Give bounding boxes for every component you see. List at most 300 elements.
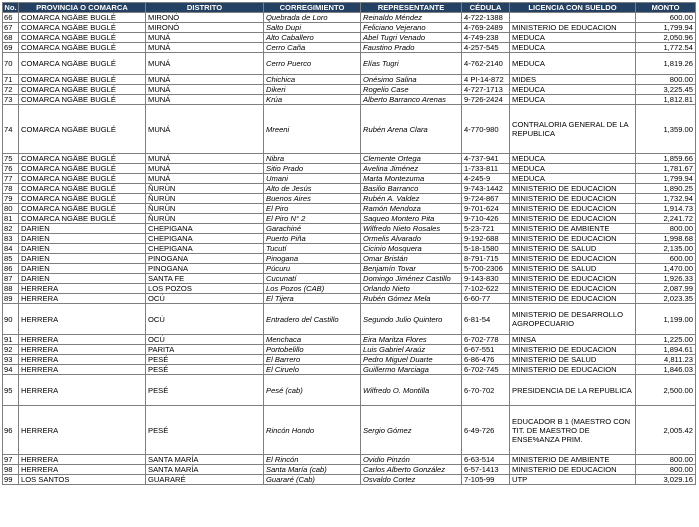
cell-distrito: OCÚ xyxy=(146,294,264,304)
cell-cedula: 4-722-1388 xyxy=(462,13,510,23)
cell-licencia: PRESIDENCIA DE LA REPUBLICA xyxy=(510,375,636,406)
table-header xyxy=(3,3,696,13)
cell-cedula: 6-70-702 xyxy=(462,375,510,406)
cell-provincia: COMARCA NGÄBE BUGLÉ xyxy=(19,105,146,154)
cell-provincia: COMARCA NGÄBE BUGLÉ xyxy=(19,164,146,174)
cell-monto: 1,894.61 xyxy=(636,345,696,355)
table-row xyxy=(3,264,696,274)
cell-licencia: MEDUCA xyxy=(510,43,636,53)
cell-monto: 3,029.16 xyxy=(636,475,696,485)
cell-corregimiento: Alto de Jesús xyxy=(264,184,361,194)
cell-no: 82 xyxy=(3,224,19,234)
cell-cedula: 5-23-721 xyxy=(462,224,510,234)
table-row xyxy=(3,254,696,264)
cell-corregimiento: Quebrada de Loro xyxy=(264,13,361,23)
cell-distrito: CHEPIGANA xyxy=(146,234,264,244)
cell-provincia: COMARCA NGÄBE BUGLÉ xyxy=(19,75,146,85)
cell-no: 99 xyxy=(3,475,19,485)
cell-representante: Cicinio Mosquera xyxy=(361,244,462,254)
cell-cedula: 6-702-745 xyxy=(462,365,510,375)
cell-licencia: MINISTERIO DE AMBIENTE xyxy=(510,224,636,234)
cell-licencia: MINISTERIO DE EDUCACION xyxy=(510,184,636,194)
table-row xyxy=(3,23,696,33)
cell-no: 96 xyxy=(3,406,19,455)
header-row xyxy=(3,3,696,13)
cell-provincia: LOS SANTOS xyxy=(19,475,146,485)
table-row xyxy=(3,33,696,43)
table-row xyxy=(3,284,696,294)
cell-no: 90 xyxy=(3,304,19,335)
cell-licencia: MINISTERIO DE EDUCACION xyxy=(510,234,636,244)
cell-distrito: MIRONÓ xyxy=(146,23,264,33)
cell-provincia: COMARCA NGÄBE BUGLÉ xyxy=(19,13,146,23)
cell-corregimiento: Tucutí xyxy=(264,244,361,254)
cell-no: 98 xyxy=(3,465,19,475)
table-row xyxy=(3,244,696,254)
cell-distrito: LOS POZOS xyxy=(146,284,264,294)
table-row xyxy=(3,194,696,204)
cell-cedula: 5-18-1580 xyxy=(462,244,510,254)
cell-licencia: MEDUCA xyxy=(510,33,636,43)
cell-monto: 1,470.00 xyxy=(636,264,696,274)
cell-provincia: HERRERA xyxy=(19,455,146,465)
cell-provincia: HERRERA xyxy=(19,345,146,355)
cell-distrito: SANTA MARÍA xyxy=(146,455,264,465)
cell-representante: Feliciano Vejerano xyxy=(361,23,462,33)
cell-monto: 600.00 xyxy=(636,13,696,23)
cell-cedula: 4-762-2140 xyxy=(462,53,510,75)
cell-corregimiento: Puerto Piña xyxy=(264,234,361,244)
cell-licencia: MINISTERIO DE AMBIENTE xyxy=(510,455,636,465)
cell-no: 76 xyxy=(3,164,19,174)
cell-corregimiento: Sitio Prado xyxy=(264,164,361,174)
cell-licencia xyxy=(510,13,636,23)
cell-distrito: CHEPIGANA xyxy=(146,224,264,234)
cell-no: 78 xyxy=(3,184,19,194)
cell-corregimiento: Umani xyxy=(264,174,361,184)
cell-cedula: 9-710-426 xyxy=(462,214,510,224)
cell-representante: Sergio Gómez xyxy=(361,406,462,455)
cell-corregimiento: Rincón Hondo xyxy=(264,406,361,455)
cell-cedula: 9-143-830 xyxy=(462,274,510,284)
cell-representante: Faustino Prado xyxy=(361,43,462,53)
cell-monto: 800.00 xyxy=(636,224,696,234)
cell-corregimiento: Santa María (cab) xyxy=(264,465,361,475)
cell-representante: Basilio Barranco xyxy=(361,184,462,194)
cell-provincia: DARIEN xyxy=(19,224,146,234)
table-row xyxy=(3,154,696,164)
cell-monto: 2,135.00 xyxy=(636,244,696,254)
table-row xyxy=(3,335,696,345)
table-row xyxy=(3,304,696,335)
cell-representante: Domingo Jiménez Castillo xyxy=(361,274,462,284)
cell-cedula: 6-81-54 xyxy=(462,304,510,335)
cell-monto: 1,926.33 xyxy=(636,274,696,284)
cell-representante: Rubén Arena Clara xyxy=(361,105,462,154)
cell-cedula: 6-57-1413 xyxy=(462,465,510,475)
cell-provincia: DARIEN xyxy=(19,234,146,244)
cell-distrito: MUNÁ xyxy=(146,85,264,95)
cell-distrito: MUNÁ xyxy=(146,53,264,75)
cell-licencia: MINISTERIO DE EDUCACION xyxy=(510,194,636,204)
cell-provincia: COMARCA NGÄBE BUGLÉ xyxy=(19,95,146,105)
cell-distrito: MUNÁ xyxy=(146,75,264,85)
cell-cedula: 8-791-715 xyxy=(462,254,510,264)
cell-provincia: HERRERA xyxy=(19,365,146,375)
table-row xyxy=(3,85,696,95)
cell-representante: Rogelio Case xyxy=(361,85,462,95)
cell-licencia: MINISTERIO DE EDUCACION xyxy=(510,345,636,355)
cell-monto: 1,998.68 xyxy=(636,234,696,244)
cell-no: 75 xyxy=(3,154,19,164)
cell-provincia: COMARCA NGÄBE BUGLÉ xyxy=(19,194,146,204)
table-body xyxy=(3,13,696,485)
cell-provincia: DARIEN xyxy=(19,244,146,254)
cell-licencia: MINISTERIO DE EDUCACION xyxy=(510,284,636,294)
cell-no: 80 xyxy=(3,204,19,214)
cell-provincia: COMARCA NGÄBE BUGLÉ xyxy=(19,85,146,95)
cell-provincia: DARIEN xyxy=(19,264,146,274)
cell-provincia: COMARCA NGÄBE BUGLÉ xyxy=(19,204,146,214)
cell-cedula: 4-769-2489 xyxy=(462,23,510,33)
cell-no: 93 xyxy=(3,355,19,365)
cell-representante: Alberto Barranco Arenas xyxy=(361,95,462,105)
cell-cedula: 4-770-980 xyxy=(462,105,510,154)
cell-distrito: MIRONÓ xyxy=(146,13,264,23)
cell-corregimiento: Los Pozos (CAB) xyxy=(264,284,361,294)
cell-representante: Clemente Ortega xyxy=(361,154,462,164)
cell-provincia: COMARCA NGÄBE BUGLÉ xyxy=(19,43,146,53)
cell-corregimiento: Dikeri xyxy=(264,85,361,95)
cell-cedula: 1-733-811 xyxy=(462,164,510,174)
cell-distrito: ÑURÜN xyxy=(146,204,264,214)
cell-monto: 2,500.00 xyxy=(636,375,696,406)
cell-monto: 1,772.54 xyxy=(636,43,696,53)
cell-no: 73 xyxy=(3,95,19,105)
cell-provincia: COMARCA NGÄBE BUGLÉ xyxy=(19,184,146,194)
cell-monto: 1,359.00 xyxy=(636,105,696,154)
cell-representante: Reinaldo Méndez xyxy=(361,13,462,23)
cell-monto: 1,914.73 xyxy=(636,204,696,214)
cell-distrito: MUNÁ xyxy=(146,164,264,174)
cell-distrito: SANTA FE xyxy=(146,274,264,284)
cell-licencia: MEDUCA xyxy=(510,164,636,174)
cell-monto: 2,241.72 xyxy=(636,214,696,224)
cell-provincia: HERRERA xyxy=(19,294,146,304)
cell-provincia: HERRERA xyxy=(19,284,146,294)
cell-distrito: GUARARÉ xyxy=(146,475,264,485)
cell-provincia: DARIEN xyxy=(19,254,146,264)
table-row xyxy=(3,294,696,304)
cell-cedula: 4-245-9 xyxy=(462,174,510,184)
cell-distrito: ÑURÜN xyxy=(146,194,264,204)
cell-licencia: MEDUCA xyxy=(510,95,636,105)
cell-cedula: 6-63-514 xyxy=(462,455,510,465)
cell-corregimiento: Krúa xyxy=(264,95,361,105)
cell-representante: Rubén A. Valdez xyxy=(361,194,462,204)
cell-distrito: PINOGANA xyxy=(146,254,264,264)
cell-cedula: 4-737-941 xyxy=(462,154,510,164)
cell-corregimiento: Cerro Caña xyxy=(264,43,361,53)
cell-corregimiento: Chichica xyxy=(264,75,361,85)
table-row xyxy=(3,475,696,485)
cell-cedula: 9-701-624 xyxy=(462,204,510,214)
cell-provincia: COMARCA NGÄBE BUGLÉ xyxy=(19,214,146,224)
cell-monto: 4,811.23 xyxy=(636,355,696,365)
cell-representante: Carlos Alberto González xyxy=(361,465,462,475)
cell-no: 70 xyxy=(3,53,19,75)
cell-cedula: 4-257-545 xyxy=(462,43,510,53)
cell-no: 89 xyxy=(3,294,19,304)
cell-cedula: 5-700-2306 xyxy=(462,264,510,274)
cell-representante: Luis Gabriel Araúz xyxy=(361,345,462,355)
cell-provincia: COMARCA NGÄBE BUGLÉ xyxy=(19,33,146,43)
cell-provincia: COMARCA NGÄBE BUGLÉ xyxy=(19,53,146,75)
table-row xyxy=(3,204,696,214)
cell-representante: Rubén Gómez Mela xyxy=(361,294,462,304)
cell-representante: Guillermo Marciaga xyxy=(361,365,462,375)
cell-monto: 1,799.94 xyxy=(636,23,696,33)
cell-cedula: 9-724-867 xyxy=(462,194,510,204)
cell-monto: 1,890.25 xyxy=(636,184,696,194)
cell-monto: 1,225.00 xyxy=(636,335,696,345)
header-no: No. xyxy=(4,3,17,12)
cell-distrito: MUNÁ xyxy=(146,95,264,105)
cell-no: 87 xyxy=(3,274,19,284)
cell-provincia: HERRERA xyxy=(19,355,146,365)
cell-monto: 600.00 xyxy=(636,254,696,264)
cell-licencia: MINISTERIO DE EDUCACION xyxy=(510,254,636,264)
cell-licencia: MINISTERIO DE EDUCACION xyxy=(510,204,636,214)
cell-monto: 1,819.26 xyxy=(636,53,696,75)
cell-licencia: MIDES xyxy=(510,75,636,85)
cell-licencia: MINISTERIO DE EDUCACION xyxy=(510,214,636,224)
cell-no: 94 xyxy=(3,365,19,375)
cell-representante: Marta Montezuma xyxy=(361,174,462,184)
header-monto: MONTO xyxy=(636,3,696,13)
cell-distrito: MUNÁ xyxy=(146,154,264,164)
cell-representante: Avelina Jiménez xyxy=(361,164,462,174)
cell-licencia: MINISTERIO DE SALUD xyxy=(510,244,636,254)
table-row xyxy=(3,406,696,455)
cell-cedula: 7-105-99 xyxy=(462,475,510,485)
cell-representante: Saqueo Montero Pita xyxy=(361,214,462,224)
cell-distrito: PESÉ xyxy=(146,355,264,365)
cell-corregimiento: Buenos Aires xyxy=(264,194,361,204)
cell-no: 68 xyxy=(3,33,19,43)
cell-cedula: 9-192-688 xyxy=(462,234,510,244)
cell-corregimiento: Pinogana xyxy=(264,254,361,264)
cell-cedula: 9-743-1442 xyxy=(462,184,510,194)
table-row xyxy=(3,355,696,365)
cell-corregimiento: Nibra xyxy=(264,154,361,164)
cell-corregimiento: Mreeni xyxy=(264,105,361,154)
table-row xyxy=(3,75,696,85)
cell-no: 88 xyxy=(3,284,19,294)
cell-corregimiento: El Tijera xyxy=(264,294,361,304)
cell-provincia: HERRERA xyxy=(19,304,146,335)
cell-provincia: HERRERA xyxy=(19,335,146,345)
cell-licencia: MINISTERIO DE EDUCACION xyxy=(510,274,636,284)
header-corregimiento: CORREGIMIENTO xyxy=(264,3,361,13)
cell-representante: Omar Bristán xyxy=(361,254,462,264)
cell-distrito: PESÉ xyxy=(146,375,264,406)
cell-representante: Onésimo Salina xyxy=(361,75,462,85)
cell-monto: 2,050.96 xyxy=(636,33,696,43)
header-distrito: DISTRITO xyxy=(146,3,264,13)
cell-monto: 1,781.67 xyxy=(636,164,696,174)
cell-distrito: ÑURÜN xyxy=(146,184,264,194)
cell-no: 92 xyxy=(3,345,19,355)
cell-monto: 2,087.99 xyxy=(636,284,696,294)
cell-distrito: OCÚ xyxy=(146,335,264,345)
cell-representante: Eira Maritza Flores xyxy=(361,335,462,345)
cell-provincia: COMARCA NGÄBE BUGLÉ xyxy=(19,174,146,184)
table-row xyxy=(3,174,696,184)
cell-corregimiento: El Barrero xyxy=(264,355,361,365)
cell-no: 71 xyxy=(3,75,19,85)
cell-no: 84 xyxy=(3,244,19,254)
cell-monto: 1,812.81 xyxy=(636,95,696,105)
cell-distrito: PINOGANA xyxy=(146,264,264,274)
cell-representante: Elías Tugri xyxy=(361,53,462,75)
cell-no: 85 xyxy=(3,254,19,264)
cell-representante: Wilfredo O. Montilla xyxy=(361,375,462,406)
cell-corregimiento: El Rincón xyxy=(264,455,361,465)
licenses-table xyxy=(2,2,696,485)
cell-cedula: 6-67-551 xyxy=(462,345,510,355)
cell-provincia: HERRERA xyxy=(19,406,146,455)
table-row xyxy=(3,234,696,244)
cell-provincia: HERRERA xyxy=(19,375,146,406)
cell-no: 72 xyxy=(3,85,19,95)
table-row xyxy=(3,465,696,475)
cell-provincia: COMARCA NGÄBE BUGLÉ xyxy=(19,23,146,33)
cell-no: 95 xyxy=(3,375,19,406)
table-row xyxy=(3,53,696,75)
cell-licencia: CONTRALORIA GENERAL DE LA REPUBLICA xyxy=(510,105,636,154)
table-row xyxy=(3,345,696,355)
table-row xyxy=(3,224,696,234)
table-row xyxy=(3,375,696,406)
header-provincia: PROVINCIA O COMARCA xyxy=(19,3,146,13)
cell-monto: 3,225.45 xyxy=(636,85,696,95)
table-row xyxy=(3,274,696,284)
cell-no: 66 xyxy=(3,13,19,23)
cell-corregimiento: Cerro Puerco xyxy=(264,53,361,75)
cell-distrito: MUNÁ xyxy=(146,33,264,43)
cell-monto: 1,799.94 xyxy=(636,174,696,184)
cell-no: 97 xyxy=(3,455,19,465)
cell-representante: Osvaldo Cortez xyxy=(361,475,462,485)
table-row xyxy=(3,13,696,23)
cell-no: 74 xyxy=(3,105,19,154)
cell-representante: Ramón Mendoza xyxy=(361,204,462,214)
cell-licencia: MINISTERIO DE EDUCACION xyxy=(510,294,636,304)
cell-corregimiento: Pesé (cab) xyxy=(264,375,361,406)
cell-monto: 1,859.66 xyxy=(636,154,696,164)
cell-distrito: PESÉ xyxy=(146,365,264,375)
cell-distrito: PESÉ xyxy=(146,406,264,455)
table-row xyxy=(3,184,696,194)
cell-licencia: MINSA xyxy=(510,335,636,345)
cell-distrito: MUNÁ xyxy=(146,174,264,184)
cell-no: 67 xyxy=(3,23,19,33)
table-row xyxy=(3,214,696,224)
cell-distrito: MUNÁ xyxy=(146,105,264,154)
cell-corregimiento: Menchaca xyxy=(264,335,361,345)
cell-no: 77 xyxy=(3,174,19,184)
cell-corregimiento: Púcuru xyxy=(264,264,361,274)
table-row xyxy=(3,164,696,174)
cell-cedula: 6-60-77 xyxy=(462,294,510,304)
cell-representante: Orlando Nieto xyxy=(361,284,462,294)
table-row xyxy=(3,455,696,465)
cell-corregimiento: Salto Dupi xyxy=(264,23,361,33)
cell-no: 91 xyxy=(3,335,19,345)
cell-provincia: DARIEN xyxy=(19,274,146,284)
cell-cedula: 6-86-476 xyxy=(462,355,510,365)
cell-corregimiento: Entradero del Castillo xyxy=(264,304,361,335)
cell-no: 86 xyxy=(3,264,19,274)
cell-corregimiento: El Ciruelo xyxy=(264,365,361,375)
cell-monto: 800.00 xyxy=(636,465,696,475)
cell-corregimiento: Guararé (Cab) xyxy=(264,475,361,485)
table-row xyxy=(3,95,696,105)
cell-provincia: HERRERA xyxy=(19,465,146,475)
cell-licencia: MINISTERIO DE EDUCACION xyxy=(510,465,636,475)
cell-licencia: MINISTERIO DE SALUD xyxy=(510,264,636,274)
table-row xyxy=(3,105,696,154)
cell-cedula: 4-727-1713 xyxy=(462,85,510,95)
cell-monto: 2,023.35 xyxy=(636,294,696,304)
cell-representante: Ovidio Pinzón xyxy=(361,455,462,465)
cell-distrito: OCÚ xyxy=(146,304,264,335)
cell-no: 83 xyxy=(3,234,19,244)
cell-monto: 800.00 xyxy=(636,75,696,85)
cell-cedula: 6-702-778 xyxy=(462,335,510,345)
cell-corregimiento: Portobelillo xyxy=(264,345,361,355)
cell-licencia: MINISTERIO DE EDUCACION xyxy=(510,365,636,375)
cell-corregimiento: Cucunatí xyxy=(264,274,361,284)
cell-no: 79 xyxy=(3,194,19,204)
cell-cedula: 6-49-726 xyxy=(462,406,510,455)
cell-monto: 1,732.94 xyxy=(636,194,696,204)
cell-licencia: MEDUCA xyxy=(510,53,636,75)
cell-provincia: COMARCA NGÄBE BUGLÉ xyxy=(19,154,146,164)
cell-distrito: PARITA xyxy=(146,345,264,355)
cell-monto: 1,199.00 xyxy=(636,304,696,335)
cell-cedula: 7-102-622 xyxy=(462,284,510,294)
cell-corregimiento: El Piro N° 2 xyxy=(264,214,361,224)
cell-distrito: MUNÁ xyxy=(146,43,264,53)
cell-representante: Wilfredo Nieto Rosales xyxy=(361,224,462,234)
cell-no: 69 xyxy=(3,43,19,53)
cell-distrito: CHEPIGANA xyxy=(146,244,264,254)
cell-distrito: SANTA MARÍA xyxy=(146,465,264,475)
cell-licencia: EDUCADOR B 1 (MAESTRO CON TIT. DE MAESTRO DE ENSE%ANZA PRIM. xyxy=(510,406,636,455)
cell-no: 81 xyxy=(3,214,19,224)
cell-licencia: MEDUCA xyxy=(510,174,636,184)
cell-representante: Benjamín Tovar xyxy=(361,264,462,274)
cell-monto: 1,846.03 xyxy=(636,365,696,375)
cell-licencia: MEDUCA xyxy=(510,154,636,164)
cell-representante: Pedro Miguel Duarte xyxy=(361,355,462,365)
cell-representante: Abel Tugri Venado xyxy=(361,33,462,43)
header-cedula: CÉDULA xyxy=(462,3,510,13)
cell-licencia: UTP xyxy=(510,475,636,485)
cell-licencia: MEDUCA xyxy=(510,85,636,95)
